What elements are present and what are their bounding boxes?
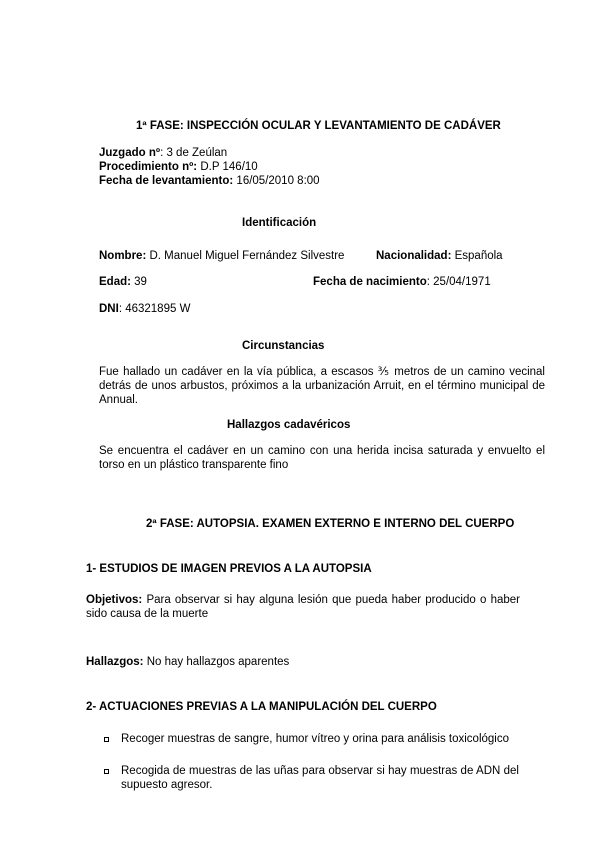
procedimiento-line [99,160,258,174]
juzgado-value: : 3 de Zeúlan [160,147,228,159]
edad-value: 39 [134,276,147,288]
juzgado-label: Juzgado nº [99,147,161,159]
nombre-line [99,249,344,263]
fase2-title: 2ª FASE: AUTOPSIA. EXAMEN EXTERNO E INTERNO DEL CUERPO [146,518,515,530]
hallazgos-cadavericos-text: Se encuentra el cadáver en un camino con una herida incisa saturada y envuelto el torso en un plástico transparente fino [99,445,545,471]
fecha-nacimiento-label: Fecha de nacimiento [313,276,427,288]
circunstancias-heading: Circunstancias [242,340,325,352]
nombre-label: Nombre: [99,250,147,262]
nacionalidad-line [376,249,503,263]
nacionalidad-label: Nacionalidad: [376,250,452,262]
objetivos-label: Objetivos: [86,594,143,606]
fecha-nacimiento-value: : 25/04/1971 [426,276,491,288]
fase1-title: 1ª FASE: INSPECCIÓN OCULAR Y LEVANTAMIENTO DE CADÁVER [136,120,501,132]
identificacion-heading: Identificación [242,217,317,229]
seccion1-heading: 1- ESTUDIOS DE IMAGEN PREVIOS A LA AUTOPSIA [86,563,372,575]
list-item: Recoger muestras de sangre, humor vítreo y orina para análisis toxicológico [121,733,509,745]
dni-value: : 46321895 W [118,303,191,315]
dni-line [99,302,190,316]
hallazgos-label: Hallazgos: [86,656,144,668]
square-bullet-icon [104,769,109,774]
nombre-value: D. Manuel Miguel Fernández Silvestre [149,250,345,262]
juzgado-line [99,146,227,160]
fecha-levantamiento-line [99,174,320,188]
objetivos-paragraph [86,593,520,621]
square-bullet-icon [104,737,109,742]
nacionalidad-value: Española [454,250,503,262]
list-item: Recogida de muestras de las uñas para observar si hay muestras de ADN del supuesto agresor. [121,765,519,791]
fecha-levantamiento-label: Fecha de levantamiento: [99,175,234,187]
edad-line [99,275,147,289]
hallazgos-cadavericos-heading: Hallazgos cadavéricos [227,419,351,431]
procedimiento-label: Procedimiento nº: [99,161,198,173]
circunstancias-text: Fue hallado un cadáver en la vía pública, a escasos ⅗ metros de un camino vecinal detrás de unos arbustos, próximos a la urbanización Arruit, en el término municipal de Annual. [99,366,545,406]
seccion2-heading: 2- ACTUACIONES PREVIAS A LA MANIPULACIÓN DEL CUERPO [86,701,437,713]
objetivos-text: Para observar si hay alguna lesión que pueda haber producido o haber sido causa de la muerte [86,594,520,620]
hallazgos-text: No hay hallazgos aparentes [146,656,290,668]
dni-label: DNI [99,303,119,315]
edad-label: Edad: [99,276,131,288]
hallazgos-line [86,655,289,669]
fecha-nacimiento-line [313,275,491,289]
fecha-levantamiento-value: 16/05/2010 8:00 [236,175,320,187]
procedimiento-value: D.P 146/10 [200,161,258,173]
